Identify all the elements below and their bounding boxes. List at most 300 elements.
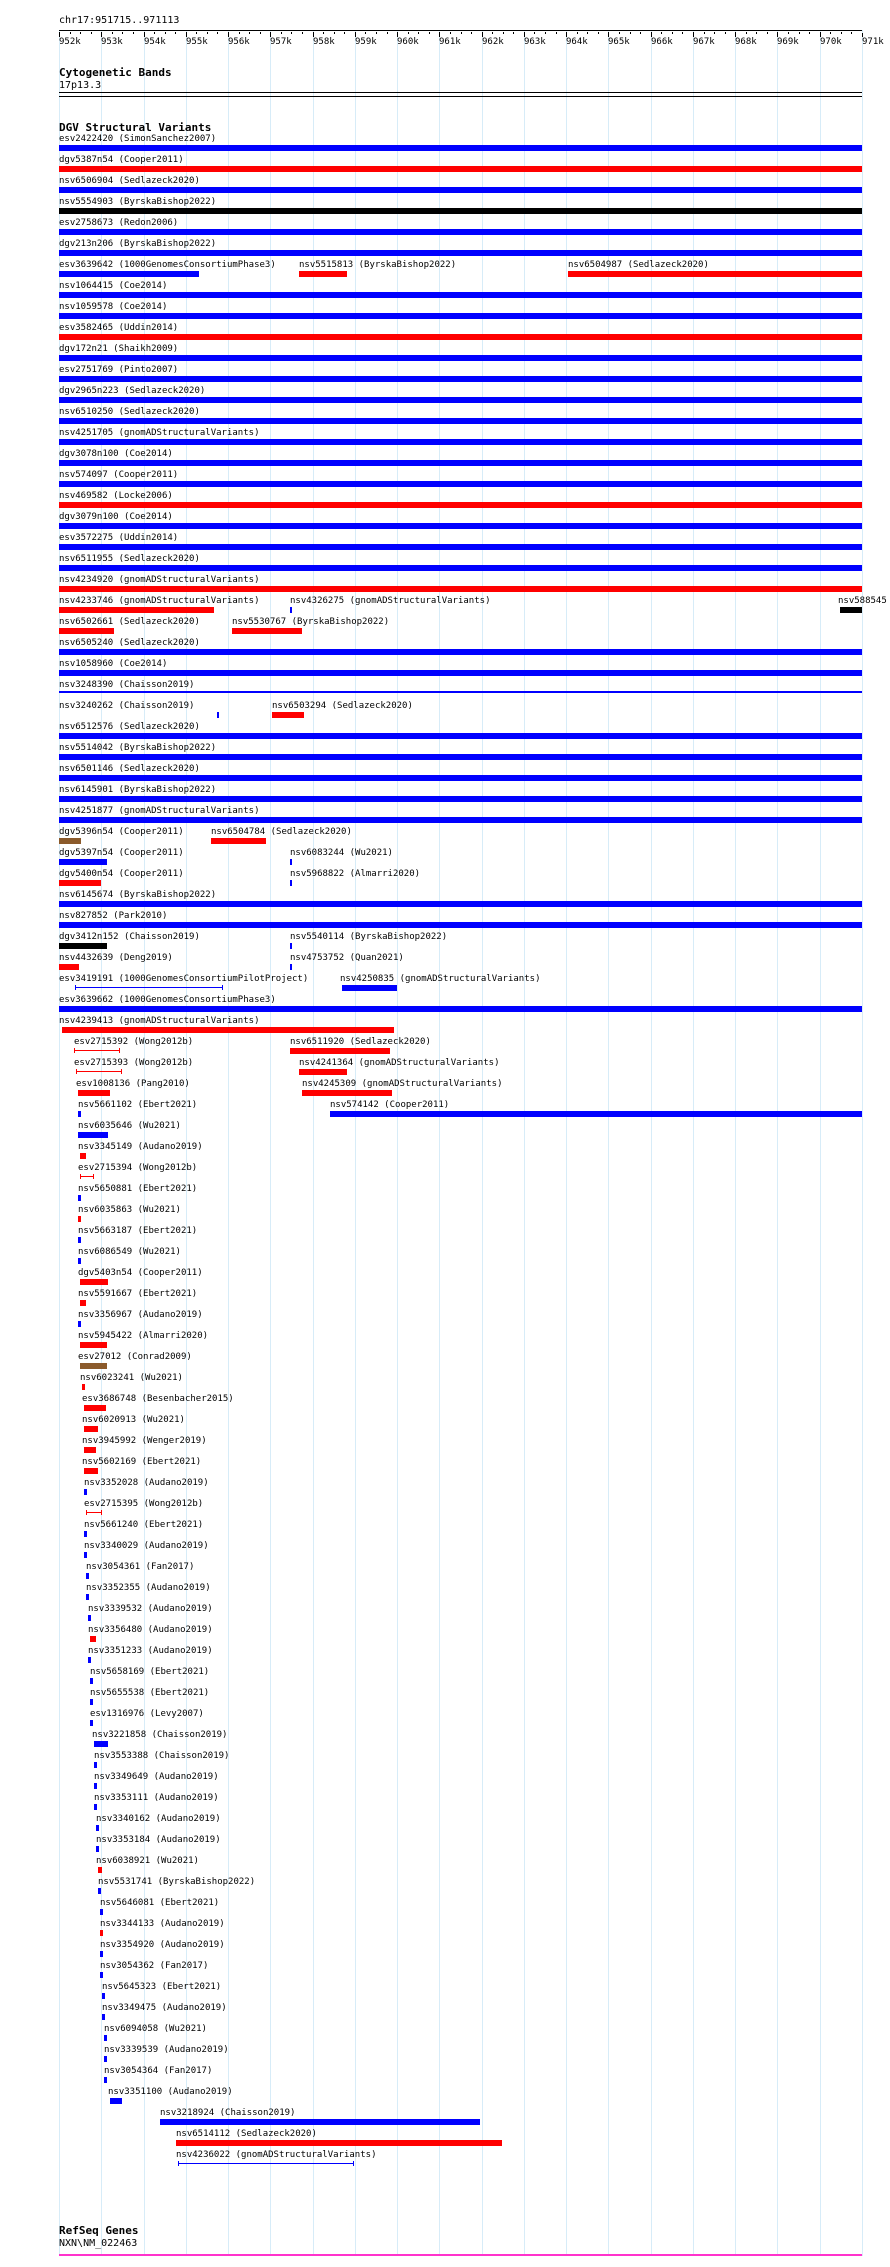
variant-bar[interactable] — [59, 418, 862, 424]
variant-bar[interactable] — [59, 880, 101, 886]
variant-label[interactable]: nsv5531741 (ByrskaBishop2022) — [98, 1877, 256, 1887]
variant-bar[interactable] — [59, 691, 862, 693]
variant-bar[interactable] — [78, 1090, 110, 1096]
variant-bar[interactable] — [59, 460, 862, 466]
variant-bar[interactable] — [59, 649, 862, 655]
minor-tick — [334, 32, 335, 34]
variant-bar[interactable] — [59, 208, 862, 214]
variant-label[interactable]: nsv6083244 (Wu2021) — [290, 848, 393, 858]
minor-tick — [545, 32, 546, 34]
variant-bar[interactable] — [59, 775, 862, 781]
variant-bar[interactable] — [59, 271, 199, 277]
variant-bar-cap — [75, 985, 76, 990]
variant-label[interactable]: esv3639662 (1000GenomesConsortiumPhase3) — [59, 995, 276, 1005]
variant-label[interactable]: nsv3248390 (Chaisson2019) — [59, 680, 195, 690]
variant-bar[interactable] — [110, 2098, 122, 2104]
variant-bar[interactable] — [78, 1111, 81, 1117]
variant-bar[interactable] — [98, 1867, 102, 1873]
variant-label[interactable]: nsv3352028 (Audano2019) — [84, 1478, 209, 1488]
variant-bar[interactable] — [90, 1678, 93, 1684]
variant-label[interactable]: nsv5661240 (Ebert2021) — [84, 1520, 204, 1530]
variant-label[interactable]: dgv2965n223 (Sedlazeck2020) — [59, 386, 206, 396]
variant-bar[interactable] — [84, 1531, 87, 1537]
minor-tick — [91, 32, 92, 34]
variant-label[interactable]: nsv3344133 (Audano2019) — [100, 1919, 225, 1929]
variant-label[interactable]: nsv3339532 (Audano2019) — [88, 1604, 213, 1614]
variant-bar[interactable] — [59, 250, 862, 256]
variant-label[interactable]: nsv3351233 (Audano2019) — [88, 1646, 213, 1656]
variant-bar[interactable] — [568, 271, 862, 277]
variant-bar[interactable] — [102, 1993, 105, 1999]
variant-bar[interactable] — [59, 544, 862, 550]
grid-line — [59, 30, 60, 2256]
variant-bar[interactable] — [59, 628, 114, 634]
variant-label[interactable]: esv2751769 (Pinto2007) — [59, 365, 179, 375]
variant-label[interactable]: nsv5514042 (ByrskaBishop2022) — [59, 743, 217, 753]
variant-label[interactable]: nsv3353184 (Audano2019) — [96, 1835, 221, 1845]
variant-bar[interactable] — [78, 1321, 81, 1327]
cytobands-title: Cytogenetic Bands — [59, 66, 172, 79]
grid-line — [524, 30, 525, 2256]
minor-tick — [661, 32, 662, 34]
variant-bar[interactable] — [80, 1363, 107, 1369]
variant-bar[interactable] — [84, 1552, 87, 1558]
variant-label[interactable]: esv27012 (Conrad2009) — [78, 1352, 192, 1362]
tick-label: 959k — [355, 37, 377, 47]
variant-label[interactable]: nsv3352355 (Audano2019) — [86, 1583, 211, 1593]
variant-label[interactable]: nsv3221858 (Chaisson2019) — [92, 1730, 228, 1740]
minor-tick — [630, 32, 631, 34]
variant-label[interactable]: nsv5591667 (Ebert2021) — [78, 1289, 198, 1299]
variant-label[interactable]: esv2715394 (Wong2012b) — [78, 1163, 198, 1173]
variant-bar[interactable] — [299, 1069, 347, 1075]
variant-bar[interactable] — [76, 1071, 122, 1072]
minor-tick — [418, 32, 419, 34]
minor-tick — [302, 32, 303, 34]
variant-bar[interactable] — [100, 1909, 103, 1915]
variant-bar[interactable] — [59, 817, 862, 823]
variant-label[interactable]: esv2758673 (Redon2006) — [59, 218, 179, 228]
variant-bar[interactable] — [84, 1468, 98, 1474]
variant-label[interactable]: esv1008136 (Pang2010) — [76, 1079, 190, 1089]
variant-label[interactable]: dgv5396n54 (Cooper2011) — [59, 827, 184, 837]
variant-label[interactable]: nsv6505240 (Sedlazeck2020) — [59, 638, 200, 648]
minor-tick — [608, 32, 609, 34]
variant-bar[interactable] — [94, 1804, 97, 1810]
variant-bar[interactable] — [290, 859, 292, 865]
variant-bar[interactable] — [160, 2119, 480, 2125]
minor-tick — [492, 32, 493, 34]
variant-bar[interactable] — [75, 987, 223, 988]
variant-bar[interactable] — [59, 166, 862, 172]
variant-bar-cap — [119, 1048, 120, 1053]
variant-bar[interactable] — [59, 439, 862, 445]
variant-label[interactable]: nsv5658169 (Ebert2021) — [90, 1667, 210, 1677]
variant-label[interactable]: nsv4432639 (Deng2019) — [59, 953, 173, 963]
variant-label[interactable]: esv3639642 (1000GenomesConsortiumPhase3) — [59, 260, 276, 270]
variant-bar[interactable] — [840, 607, 862, 613]
grid-line — [777, 30, 778, 2256]
variant-bar[interactable] — [96, 1846, 99, 1852]
minor-tick — [133, 32, 134, 34]
variant-label[interactable]: nsv6094058 (Wu2021) — [104, 2024, 207, 2034]
variant-bar[interactable] — [62, 1027, 394, 1033]
variant-label[interactable]: nsv3340029 (Audano2019) — [84, 1541, 209, 1551]
variant-label[interactable]: nsv1059578 (Coe2014) — [59, 302, 168, 312]
variant-bar[interactable] — [59, 1006, 862, 1012]
variant-label[interactable]: nsv1058960 (Coe2014) — [59, 659, 168, 669]
variant-label[interactable]: nsv5645323 (Ebert2021) — [102, 1982, 222, 1992]
variant-bar[interactable] — [80, 1176, 94, 1177]
variant-bar[interactable] — [78, 1216, 81, 1222]
variant-bar[interactable] — [59, 145, 862, 151]
variant-label[interactable]: nsv3356480 (Audano2019) — [88, 1625, 213, 1635]
variant-bar[interactable] — [84, 1489, 87, 1495]
variant-label[interactable]: esv3419191 (1000GenomesConsortiumPilotProject) — [59, 974, 309, 984]
variant-label[interactable]: nsv6023241 (Wu2021) — [80, 1373, 183, 1383]
variant-label[interactable]: nsv6145901 (ByrskaBishop2022) — [59, 785, 217, 795]
variant-label[interactable]: nsv3345149 (Audano2019) — [78, 1142, 203, 1152]
variant-label[interactable]: nsv3054361 (Fan2017) — [86, 1562, 195, 1572]
variant-bar[interactable] — [59, 313, 862, 319]
minor-tick — [439, 32, 440, 34]
variant-label[interactable]: nsv5515813 (ByrskaBishop2022) — [299, 260, 457, 270]
gene-line[interactable] — [59, 2254, 862, 2256]
variant-bar[interactable] — [90, 1699, 93, 1705]
variant-label[interactable]: nsv574097 (Cooper2011) — [59, 470, 179, 480]
variant-label[interactable]: nsv6020913 (Wu2021) — [82, 1415, 185, 1425]
variant-label[interactable]: esv2715395 (Wong2012b) — [84, 1499, 204, 1509]
variant-label[interactable]: nsv4251705 (gnomADStructuralVariants) — [59, 428, 260, 438]
variant-bar[interactable] — [78, 1132, 108, 1138]
variant-bar[interactable] — [74, 1050, 120, 1051]
variant-bar[interactable] — [330, 1111, 862, 1117]
tick-label: 956k — [228, 37, 250, 47]
variant-bar[interactable] — [98, 1888, 101, 1894]
variant-label[interactable]: nsv6511955 (Sedlazeck2020) — [59, 554, 200, 564]
tick-label: 962k — [482, 37, 504, 47]
minor-tick — [196, 32, 197, 34]
minor-tick — [281, 32, 282, 34]
variant-label[interactable]: nsv5661102 (Ebert2021) — [78, 1100, 198, 1110]
variant-label[interactable]: dgv213n206 (ByrskaBishop2022) — [59, 239, 217, 249]
variant-bar[interactable] — [84, 1405, 106, 1411]
variant-label[interactable]: nsv3054362 (Fan2017) — [100, 1961, 209, 1971]
minor-tick — [556, 32, 557, 34]
variant-label[interactable]: nsv6504987 (Sedlazeck2020) — [568, 260, 709, 270]
variant-bar[interactable] — [59, 964, 79, 970]
tick-label: 964k — [566, 37, 588, 47]
variant-label[interactable]: nsv3351100 (Audano2019) — [108, 2087, 233, 2097]
variant-label[interactable]: dgv5400n54 (Cooper2011) — [59, 869, 184, 879]
variant-bar[interactable] — [80, 1300, 86, 1306]
variant-label[interactable]: nsv6506904 (Sedlazeck2020) — [59, 176, 200, 186]
variant-bar[interactable] — [59, 397, 862, 403]
variant-label[interactable]: nsv1064415 (Coe2014) — [59, 281, 168, 291]
variant-label[interactable]: nsv469582 (Locke2006) — [59, 491, 173, 501]
tick-label: 953k — [101, 37, 123, 47]
variant-bar[interactable] — [290, 880, 292, 886]
minor-tick — [756, 32, 757, 34]
variant-bar[interactable] — [59, 355, 862, 361]
variant-label[interactable]: nsv5646081 (Ebert2021) — [100, 1898, 220, 1908]
variant-label[interactable]: nsv6035646 (Wu2021) — [78, 1121, 181, 1131]
variant-label[interactable]: nsv4241364 (gnomADStructuralVariants) — [299, 1058, 500, 1068]
variant-label[interactable]: nsv6504784 (Sedlazeck2020) — [211, 827, 352, 837]
variant-bar-cap — [76, 1069, 77, 1074]
variant-label[interactable]: nsv6512576 (Sedlazeck2020) — [59, 722, 200, 732]
variant-label[interactable]: nsv6510250 (Sedlazeck2020) — [59, 407, 200, 417]
minor-tick — [566, 32, 567, 34]
variant-label[interactable]: esv2715393 (Wong2012b) — [74, 1058, 194, 1068]
grid-line — [482, 30, 483, 2256]
variant-bar[interactable] — [59, 733, 862, 739]
variant-bar[interactable] — [59, 796, 862, 802]
gene-label[interactable]: NXN\NM_022463 — [59, 2238, 138, 2249]
variant-label[interactable]: dgv3078n100 (Coe2014) — [59, 449, 173, 459]
scale-ruler — [59, 30, 862, 31]
variant-label[interactable]: nsv4326275 (gnomADStructuralVariants) — [290, 596, 491, 606]
variant-label[interactable]: nsv588545 — [838, 596, 887, 606]
variant-bar[interactable] — [102, 2014, 105, 2020]
variant-label[interactable]: nsv6086549 (Wu2021) — [78, 1247, 181, 1257]
variant-bar[interactable] — [100, 1930, 103, 1936]
variant-label[interactable]: nsv5663187 (Ebert2021) — [78, 1226, 198, 1236]
grid-line — [608, 30, 609, 2256]
variant-label[interactable]: esv2422420 (SimonSanchez2007) — [59, 134, 217, 144]
variant-label[interactable]: nsv5945422 (Almarri2020) — [78, 1331, 209, 1341]
variant-bar[interactable] — [86, 1594, 89, 1600]
minor-tick — [186, 32, 187, 34]
minor-tick — [450, 32, 451, 34]
variant-bar-cap — [74, 1048, 75, 1053]
variant-bar[interactable] — [290, 943, 292, 949]
grid-line — [355, 30, 356, 2256]
variant-bar[interactable] — [59, 754, 862, 760]
variant-bar[interactable] — [96, 1825, 99, 1831]
variant-bar[interactable] — [86, 1573, 89, 1579]
variant-bar[interactable] — [59, 565, 862, 571]
variant-bar[interactable] — [84, 1426, 98, 1432]
variant-bar[interactable] — [59, 859, 107, 865]
tick-label: 971k — [862, 37, 884, 47]
variant-label[interactable]: dgv5397n54 (Cooper2011) — [59, 848, 184, 858]
tick-label: 966k — [651, 37, 673, 47]
minor-tick — [239, 32, 240, 34]
tick-label: 967k — [693, 37, 715, 47]
variant-bar[interactable] — [82, 1384, 85, 1390]
variant-bar[interactable] — [78, 1237, 81, 1243]
tick-label: 958k — [313, 37, 335, 47]
variant-bar[interactable] — [88, 1615, 91, 1621]
variant-bar-cap — [86, 1510, 87, 1515]
variant-label[interactable]: esv2715392 (Wong2012b) — [74, 1037, 194, 1047]
variant-label[interactable]: nsv5602169 (Ebert2021) — [82, 1457, 202, 1467]
variant-bar[interactable] — [59, 292, 862, 298]
minor-tick — [270, 32, 271, 34]
variant-bar[interactable] — [217, 712, 219, 718]
variant-label[interactable]: nsv3340162 (Audano2019) — [96, 1814, 221, 1824]
minor-tick — [461, 32, 462, 34]
variant-label[interactable]: nsv4239413 (gnomADStructuralVariants) — [59, 1016, 260, 1026]
variant-bar[interactable] — [100, 1972, 103, 1978]
dgv-title: DGV Structural Variants — [59, 121, 212, 134]
variant-label[interactable]: nsv3945992 (Wenger2019) — [82, 1436, 207, 1446]
minor-tick — [355, 32, 356, 34]
variant-bar[interactable] — [59, 187, 862, 193]
variant-bar[interactable] — [94, 1783, 97, 1789]
variant-bar[interactable] — [59, 481, 862, 487]
minor-tick — [587, 32, 588, 34]
variant-label[interactable]: nsv6514112 (Sedlazeck2020) — [176, 2129, 317, 2139]
variant-bar[interactable] — [342, 985, 397, 991]
variant-label[interactable]: nsv3054364 (Fan2017) — [104, 2066, 213, 2076]
variant-bar-cap — [353, 2161, 354, 2166]
variant-label[interactable]: esv3686748 (Besenbacher2015) — [82, 1394, 234, 1404]
variant-bar[interactable] — [299, 271, 347, 277]
variant-label[interactable]: dgv172n21 (Shaikh2009) — [59, 344, 179, 354]
variant-label[interactable]: nsv5655538 (Ebert2021) — [90, 1688, 210, 1698]
variant-bar-cap — [93, 1174, 94, 1179]
minor-tick — [207, 32, 208, 34]
variant-bar[interactable] — [84, 1447, 96, 1453]
variant-label[interactable]: nsv6035863 (Wu2021) — [78, 1205, 181, 1215]
variant-bar[interactable] — [59, 943, 107, 949]
variant-bar[interactable] — [86, 1512, 102, 1513]
variant-label[interactable]: nsv6145674 (ByrskaBishop2022) — [59, 890, 217, 900]
variant-bar[interactable] — [78, 1195, 81, 1201]
minor-tick — [841, 32, 842, 34]
variant-label[interactable]: nsv3354920 (Audano2019) — [100, 1940, 225, 1950]
variant-label[interactable]: esv3572275 (Uddin2014) — [59, 533, 179, 543]
variant-label[interactable]: nsv3349475 (Audano2019) — [102, 2003, 227, 2013]
variant-label[interactable]: nsv4234920 (gnomADStructuralVariants) — [59, 575, 260, 585]
variant-label[interactable]: nsv3339539 (Audano2019) — [104, 2045, 229, 2055]
variant-bar[interactable] — [59, 922, 862, 928]
minor-tick — [291, 32, 292, 34]
variant-bar[interactable] — [80, 1153, 86, 1159]
variant-bar[interactable] — [59, 229, 862, 235]
variant-bar[interactable] — [90, 1636, 96, 1642]
variant-bar[interactable] — [302, 1090, 392, 1096]
variant-label[interactable]: dgv5403n54 (Cooper2011) — [78, 1268, 203, 1278]
variant-bar[interactable] — [59, 334, 862, 340]
minor-tick — [101, 32, 102, 34]
tick-label: 952k — [59, 37, 81, 47]
variant-bar[interactable] — [104, 2056, 107, 2062]
variant-bar[interactable] — [59, 901, 862, 907]
variant-bar[interactable] — [59, 838, 81, 844]
grid-line — [313, 30, 314, 2256]
variant-bar[interactable] — [94, 1741, 108, 1747]
grid-line — [439, 30, 440, 2256]
tick-label: 961k — [439, 37, 461, 47]
variant-bar-cap — [121, 1069, 122, 1074]
minor-tick — [80, 32, 81, 34]
variant-label[interactable]: dgv3079n100 (Coe2014) — [59, 512, 173, 522]
tick-label: 969k — [777, 37, 799, 47]
variant-label[interactable]: dgv5387n54 (Cooper2011) — [59, 155, 184, 165]
variant-label[interactable]: nsv3240262 (Chaisson2019) — [59, 701, 195, 711]
variant-bar[interactable] — [59, 502, 862, 508]
variant-bar[interactable] — [59, 607, 214, 613]
variant-label[interactable]: nsv4236022 (gnomADStructuralVariants) — [176, 2150, 377, 2160]
variant-label[interactable]: nsv6503294 (Sedlazeck2020) — [272, 701, 413, 711]
tick-label: 954k — [144, 37, 166, 47]
variant-bar[interactable] — [59, 586, 862, 592]
variant-label[interactable]: nsv5530767 (ByrskaBishop2022) — [232, 617, 390, 627]
variant-label[interactable]: nsv6502661 (Sedlazeck2020) — [59, 617, 200, 627]
minor-tick — [260, 32, 261, 34]
minor-tick — [693, 32, 694, 34]
variant-bar[interactable] — [59, 670, 862, 676]
variant-label[interactable]: nsv3356967 (Audano2019) — [78, 1310, 203, 1320]
variant-label[interactable]: esv3582465 (Uddin2014) — [59, 323, 179, 333]
grid-line — [566, 30, 567, 2256]
variant-label[interactable]: nsv4245309 (gnomADStructuralVariants) — [302, 1079, 503, 1089]
variant-label[interactable]: esv1316976 (Levy2007) — [90, 1709, 204, 1719]
variant-bar[interactable] — [80, 1279, 108, 1285]
variant-label[interactable]: nsv4753752 (Quan2021) — [290, 953, 404, 963]
variant-bar[interactable] — [100, 1951, 103, 1957]
variant-bar[interactable] — [211, 838, 266, 844]
variant-bar[interactable] — [272, 712, 304, 718]
variant-label[interactable]: nsv4250835 (gnomADStructuralVariants) — [340, 974, 541, 984]
variant-label[interactable]: nsv574142 (Cooper2011) — [330, 1100, 450, 1110]
minor-tick — [59, 32, 60, 34]
variant-label[interactable]: nsv6511920 (Sedlazeck2020) — [290, 1037, 431, 1047]
variant-bar[interactable] — [59, 523, 862, 529]
variant-label[interactable]: nsv5650881 (Ebert2021) — [78, 1184, 198, 1194]
minor-tick — [397, 32, 398, 34]
variant-label[interactable]: nsv5554903 (ByrskaBishop2022) — [59, 197, 217, 207]
variant-bar[interactable] — [104, 2077, 107, 2083]
variant-bar[interactable] — [90, 1720, 93, 1726]
variant-bar[interactable] — [290, 964, 292, 970]
variant-label[interactable]: nsv6038921 (Wu2021) — [96, 1856, 199, 1866]
variant-bar[interactable] — [290, 607, 292, 613]
variant-bar[interactable] — [176, 2140, 502, 2146]
variant-label[interactable]: nsv3353111 (Audano2019) — [94, 1793, 219, 1803]
variant-bar[interactable] — [80, 1342, 107, 1348]
variant-bar[interactable] — [78, 1258, 81, 1264]
variant-label[interactable]: nsv3218924 (Chaisson2019) — [160, 2108, 296, 2118]
grid-line — [651, 30, 652, 2256]
minor-tick — [165, 32, 166, 34]
variant-label[interactable]: nsv6501146 (Sedlazeck2020) — [59, 764, 200, 774]
variant-label[interactable]: nsv3349649 (Audano2019) — [94, 1772, 219, 1782]
variant-bar-cap — [222, 985, 223, 990]
variant-bar[interactable] — [290, 1048, 390, 1054]
minor-tick — [672, 32, 673, 34]
variant-label[interactable]: nsv5968822 (Almarri2020) — [290, 869, 421, 879]
variant-bar[interactable] — [104, 2035, 107, 2041]
tick-label: 955k — [186, 37, 208, 47]
variant-label[interactable]: nsv4251877 (gnomADStructuralVariants) — [59, 806, 260, 816]
minor-tick — [524, 32, 525, 34]
variant-bar[interactable] — [178, 2163, 354, 2164]
variant-label[interactable]: nsv5540114 (ByrskaBishop2022) — [290, 932, 448, 942]
tick-label: 970k — [820, 37, 842, 47]
variant-bar[interactable] — [88, 1657, 91, 1663]
variant-bar[interactable] — [59, 376, 862, 382]
variant-bar[interactable] — [94, 1762, 97, 1768]
variant-label[interactable]: nsv3553388 (Chaisson2019) — [94, 1751, 230, 1761]
variant-label[interactable]: nsv4233746 (gnomADStructuralVariants) — [59, 596, 260, 606]
variant-label[interactable]: nsv827852 (Park2010) — [59, 911, 168, 921]
variant-label[interactable]: dgv3412n152 (Chaisson2019) — [59, 932, 200, 942]
variant-bar[interactable] — [232, 628, 302, 634]
